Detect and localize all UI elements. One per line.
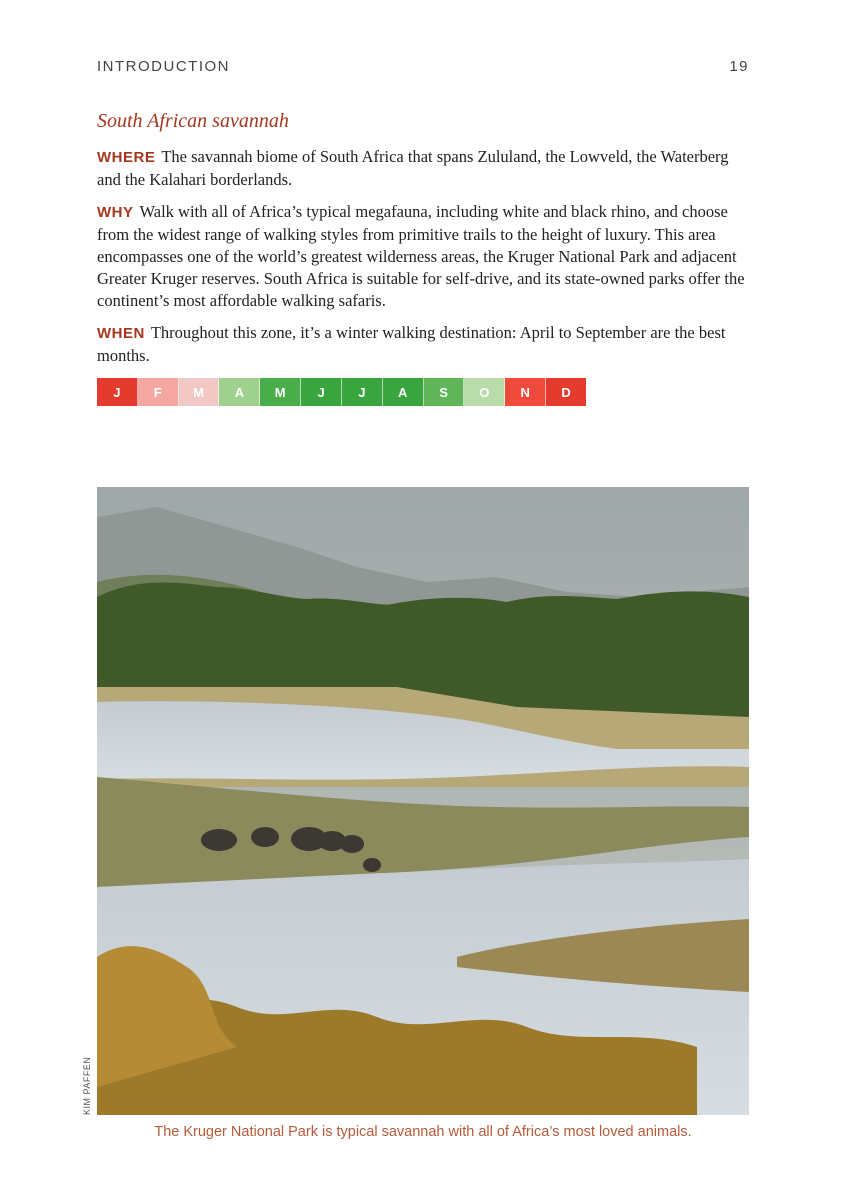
when-paragraph	[97, 322, 749, 367]
month-cell: D	[546, 378, 586, 406]
month-cell: O	[464, 378, 505, 406]
why-text: Walk with all of Africa’s typical megafauna, including white and black rhino, and choose from the widest range of walking styles from primitive trails to the height of luxury. This area encompasses one of the world’s greatest wilderness areas, the Kruger National Park and adjacent Greater Kruger reserves. South Africa is suitable for self-drive, and its state-owned parks offer the continent’s most affordable walking safaris.	[97, 202, 745, 310]
month-cell: A	[383, 378, 424, 406]
month-cell: M	[260, 378, 301, 406]
photo-credit: KIM PAFFEN	[82, 1056, 92, 1115]
month-cell: F	[138, 378, 179, 406]
section-title: South African savannah	[97, 110, 289, 132]
month-cell: A	[219, 378, 260, 406]
where-paragraph	[97, 146, 749, 191]
page-number: 19	[729, 58, 749, 75]
season-month-bar	[97, 378, 586, 406]
month-cell: J	[301, 378, 342, 406]
month-cell: S	[424, 378, 465, 406]
when-text: Throughout this zone, it’s a winter walking destination: April to September are the best months.	[97, 323, 726, 365]
why-label: WHY	[97, 204, 134, 221]
where-label: WHERE	[97, 149, 156, 166]
running-head	[97, 58, 749, 75]
photo-caption: The Kruger National Park is typical savannah with all of Africa’s most loved animals.	[154, 1124, 692, 1140]
month-cell: M	[179, 378, 220, 406]
month-cell: J	[97, 378, 138, 406]
month-cell: N	[505, 378, 546, 406]
when-label: WHEN	[97, 325, 145, 342]
why-paragraph	[97, 201, 749, 312]
month-cell: J	[342, 378, 383, 406]
kruger-river-photo	[97, 487, 749, 1115]
where-text: The savannah biome of South Africa that spans Zululand, the Lowveld, the Waterberg and the Kalahari borderlands.	[97, 147, 729, 189]
running-head-section: INTRODUCTION	[97, 58, 230, 75]
